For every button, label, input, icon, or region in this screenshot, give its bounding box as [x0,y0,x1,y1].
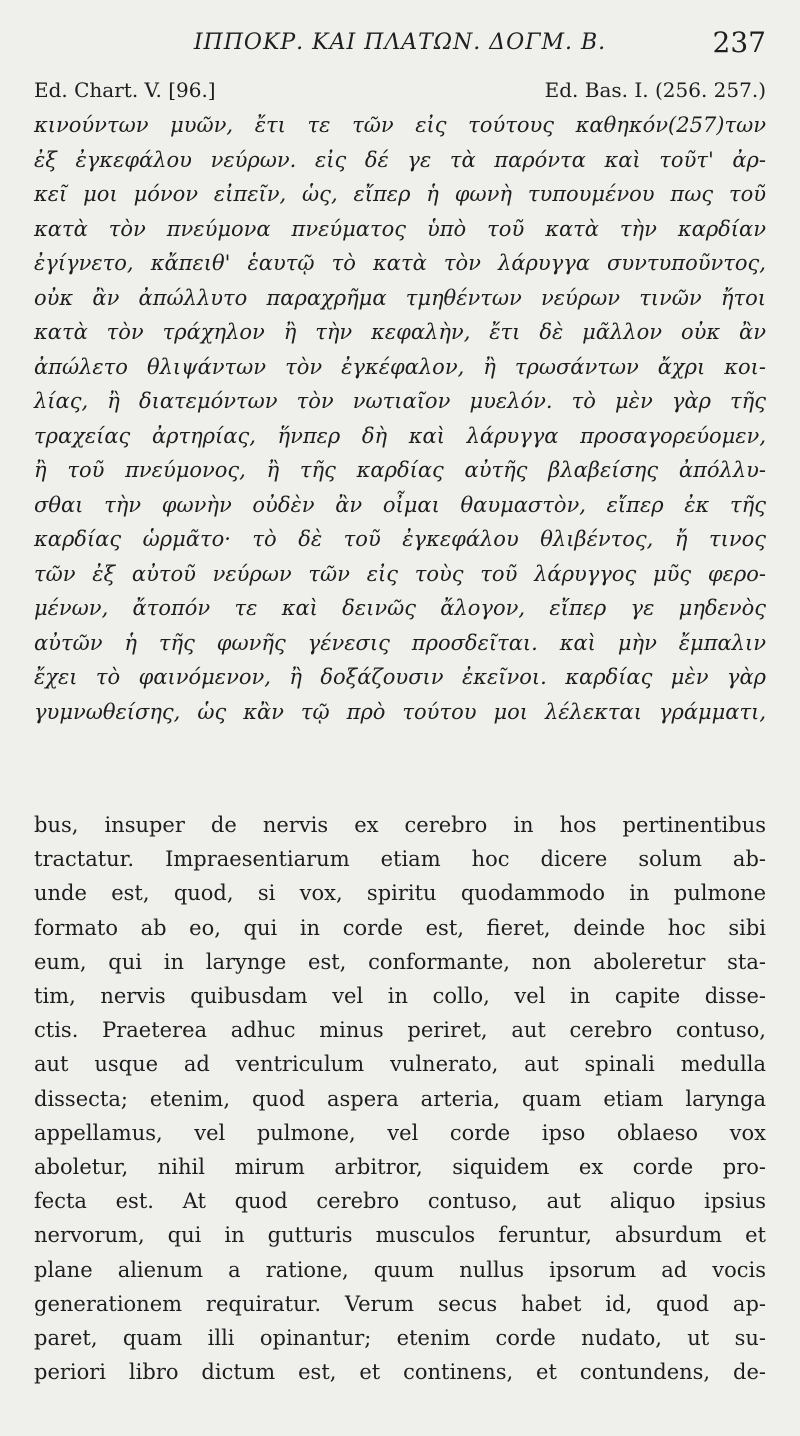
latin-text-line: generationem requiratur. Verum secus habet id, quod ap- [34,1291,766,1316]
latin-text-line: fecta est. At quod cerebro contuso, aut aliquo ipsius [34,1189,766,1214]
running-title: ΙΠΠΟΚΡ. ΚΑΙ ΠΛΑΤΩΝ. ΔΟΓΜ. Β. [193,30,607,55]
greek-text-line: ἀπώλετο θλιψάντων τὸν ἐγκέφαλον, ἢ τρωσάντων ἄχρι κοι- [34,354,766,379]
latin-text-line: tractatur. Impraesentiarum etiam hoc dicere solum ab- [34,847,766,872]
latin-text-line: bus, insuper de nervis ex cerebro in hos pertinentibus [34,813,766,837]
latin-text-line: appellamus, vel pulmone, vel corde ipso oblaeso vox [34,1120,766,1145]
greek-text-line: καρδίας ὡρμᾶτο· τὸ δὲ τοῦ ἐγκεφάλου θλιβέντος, ἤ τινος [34,527,766,551]
greek-text-line: κινούντων μυῶν, ἔτι τε τῶν εἰς τούτους καθηκόν(257)των [34,113,766,137]
greek-text-line: λίας, ἢ διατεμόντων τὸν νωτιαῖον μυελόν. τὸ μὲν γὰρ τῆς [34,389,766,413]
greek-text-line: κατὰ τὸν τράχηλον ἢ τὴν κεφαλὴν, ἔτι δὲ μᾶλλον οὐκ ἂν [34,320,766,344]
greek-text-block [34,108,766,729]
latin-text-line: dissecta; etenim, quod aspera arteria, quam etiam larynga [34,1086,766,1111]
latin-text-line: ctis. Praeterea adhuc minus periret, aut cerebro contuso, [34,1018,766,1043]
latin-text-line: formato ab eo, qui in corde est, fieret, deinde hoc sibi [34,915,766,940]
edition-basel-reference: Ed. Bas. I. (256. 257.) [544,78,766,102]
greek-text-line: μένων, ἄτοπόν τε καὶ δεινῶς ἄλογον, εἴπερ γε μηδενὸς [34,596,766,620]
latin-text-line: plane alienum a ratione, quum nullus ipsorum ad vocis [34,1257,766,1282]
greek-text-line: οὐκ ἂν ἀπώλλυτο παραχρῆμα τμηθέντων νεύρων τινῶν ἤτοι [34,285,766,310]
edition-chart-reference: Ed. Chart. V. [96.] [34,78,216,102]
greek-text-line: ἐξ ἐγκεφάλου νεύρων. εἰς δέ γε τὰ παρόντα καὶ τοῦτ' ἀρ- [34,147,766,172]
greek-text-line: κατὰ τὸν πνεύμονα πνεύματος ὑπὸ τοῦ κατὰ τὴν καρδίαν [34,216,766,241]
page-header [0,26,800,70]
edition-reference-line [34,78,766,108]
latin-text-line: paret, quam illi opinantur; etenim corde nudato, ut su- [34,1326,766,1351]
greek-text-line: ἔχει τὸ φαινόμενον, ἢ δοξάζουσιν ἐκεῖνοι. καρδίας μὲν γὰρ [34,665,766,689]
page-number: 237 [712,26,766,59]
latin-text-line: nervorum, qui in gutturis musculos feruntur, absurdum et [34,1223,766,1248]
latin-text-line: eum, qui in larynge est, conformante, non aboleretur sta- [34,949,766,974]
greek-text-line: γυμνωθείσης, ὡς κἂν τῷ πρὸ τούτου μοι λέλεκται γράμματι, [34,699,766,724]
latin-text-block [34,808,766,1389]
greek-text-line: τῶν ἐξ αὐτοῦ νεύρων τῶν εἰς τοὺς τοῦ λάρυγγος μῦς φερο- [34,561,766,586]
greek-text-line: κεῖ μοι μόνον εἰπεῖν, ὡς, εἴπερ ἡ φωνὴ τυπουμένου πως τοῦ [34,182,766,206]
greek-text-line: ἐγίγνετο, κἄπειθ' ἑαυτῷ τὸ κατὰ τὸν λάρυγγα συντυποῦντος, [34,251,766,275]
greek-text-line: ἢ τοῦ πνεύμονος, ἢ τῆς καρδίας αὐτῆς βλαβείσης ἀπόλλυ- [34,458,766,482]
latin-text-line: tim, nervis quibusdam vel in collo, vel in capite disse- [34,984,766,1009]
greek-text-line: σθαι τὴν φωνὴν οὐδὲν ἂν οἶμαι θαυμαστὸν, εἴπερ ἐκ τῆς [34,492,766,517]
latin-text-line: unde est, quod, si vox, spiritu quodammodo in pulmone [34,881,766,906]
latin-text-line: aboletur, nihil mirum arbitror, siquidem ex corde pro- [34,1155,766,1180]
latin-text-line: periori libro dictum est, et continens, et contundens, de- [34,1360,766,1385]
latin-text-line: aut usque ad ventriculum vulnerato, aut spinali medulla [34,1052,766,1077]
greek-text-line: αὐτῶν ἡ τῆς φωνῆς γένεσις προσδεῖται. καὶ μὴν ἔμπαλιν [34,630,766,655]
greek-text-line: τραχείας ἀρτηρίας, ἥνπερ δὴ καὶ λάρυγγα προσαγορεύομεν, [34,423,766,448]
